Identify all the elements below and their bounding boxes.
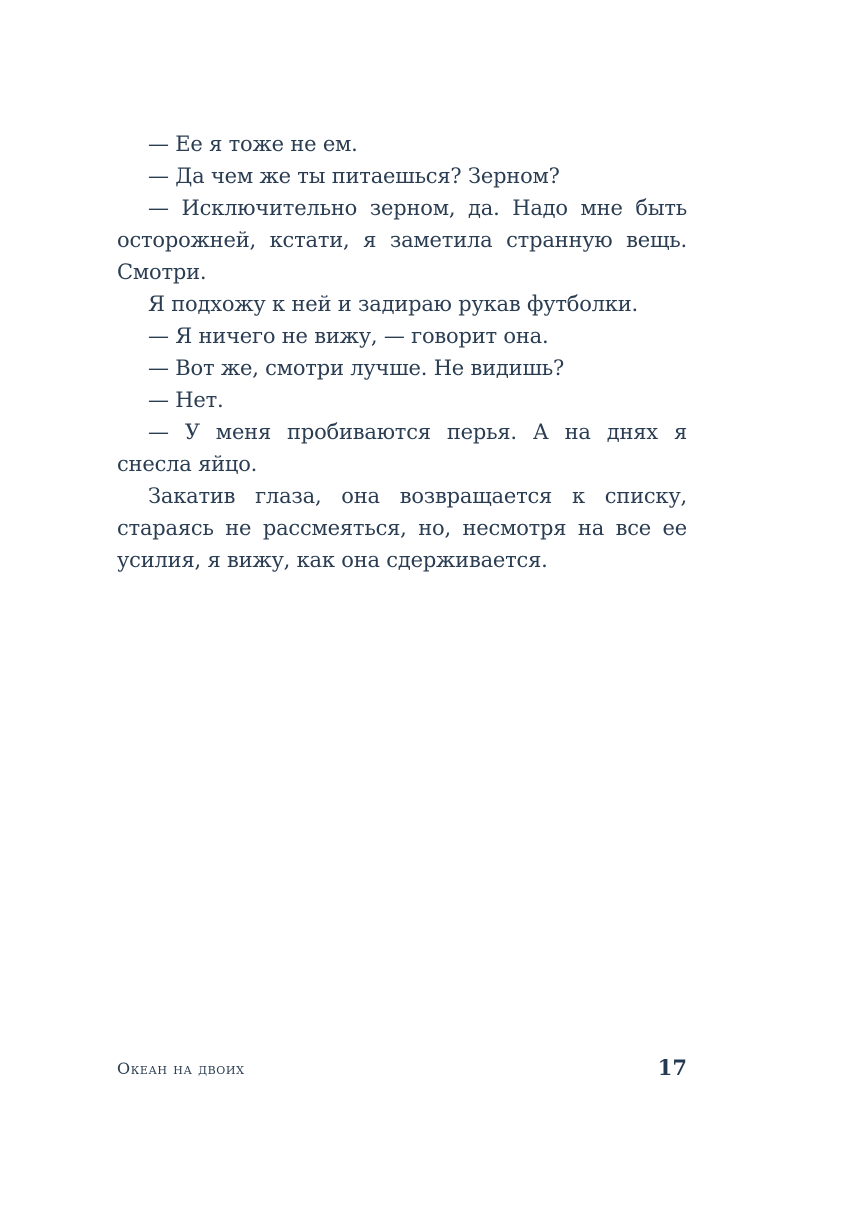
paragraph: — Я ничего не вижу, — говорит она. [148,324,549,348]
page-body [117,128,687,576]
paragraph: — Нет. [148,388,224,412]
paragraph: — У меня пробиваются перья. А на днях я снесла яйцо. [117,420,687,476]
paragraph: Закатив глаза, она возвращается к списку, стараясь не рассмеяться, но, несмотря на все ее усилия, я вижу, как она сдерживается. [117,484,687,572]
page-number: 17 [657,1055,687,1080]
paragraph: — Вот же, смотри лучше. Не видишь? [148,356,565,380]
running-title: Океан на двоих [117,1059,245,1078]
paragraph: — Исключительно зерном, да. Надо мне быть осторожней, кстати, я заметила странную вещь. Смотри. [117,196,687,284]
paragraph: — Ее я тоже не ем. [148,132,358,156]
page-footer [117,1055,687,1085]
paragraph: Я подхожу к ней и задираю рукав футболки. [148,292,639,316]
paragraph: — Да чем же ты питаешься? Зерном? [148,164,560,188]
